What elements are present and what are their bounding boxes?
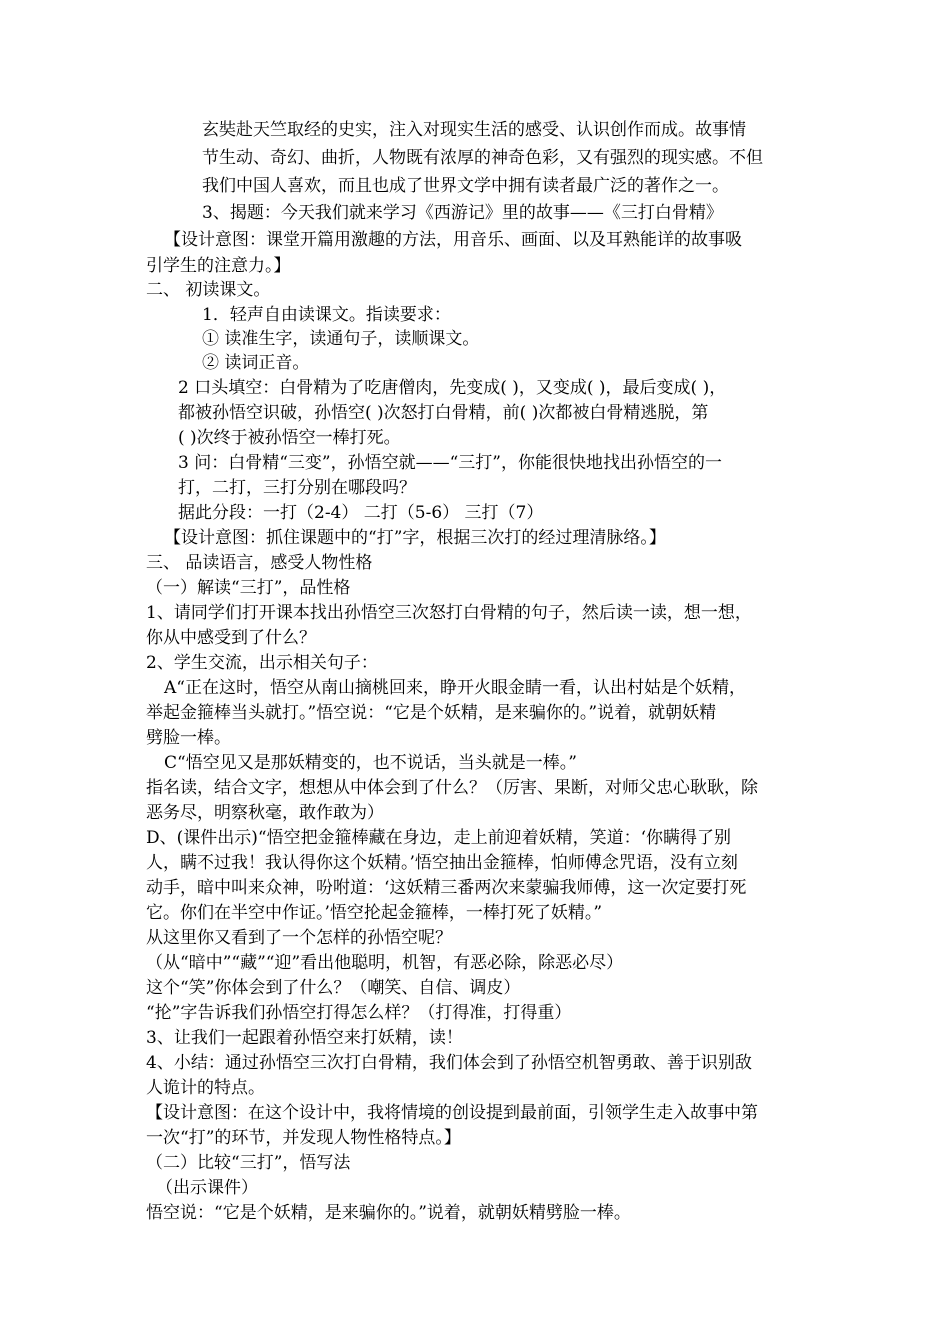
subsection-heading: （一）解读“三打”，品性格 [146,578,351,598]
section-heading: 二、 初读课文。 [146,280,271,300]
design-intent-note: 【设计意图：在这个设计中，我将情境的创设提到最前面，引领学生走入故事中第 [146,1103,758,1123]
paragraph-line: 这个“笑”你体会到了什么？（嘲笑、自信、调皮） [146,978,521,998]
design-intent-note: 【设计意图：抓住课题中的“打”字，根据三次打的经过理清脉络。】 [164,528,666,548]
paragraph-line: 3、揭题：今天我们就来学习《西游记》里的故事——《三打白骨精》 [202,203,723,223]
quote-line: C“悟空见又是那妖精变的，也不说话，当头就是一棒。” [164,753,577,773]
paragraph-line: 你从中感受到了什么？ [146,628,316,648]
paragraph-line: 打，二打，三打分别在哪段吗？ [178,478,416,498]
quote-line: 它。你们在半空中作证。’悟空抡起金箍棒，一棒打死了妖精。” [146,903,603,923]
list-item: 1．轻声自由读课文。指读要求： [202,305,451,325]
quote-line: 悟空说：“它是个妖精，是来骗你的。”说着，就朝妖精劈脸一棒。 [146,1203,631,1223]
paragraph-line: 据此分段：一打（2-4） 二打（5-6） 三打（7） [178,503,544,523]
paragraph-line: 恶务尽，明察秋毫，敢作敢为） [146,803,384,823]
section-heading: 三、 品读语言，感受人物性格 [146,553,373,573]
paragraph-line: 都被孙悟空识破，孙悟空( )次怒打白骨精，前( )次都被白骨精逃脱，第 [178,403,709,423]
paragraph-line: 3 问：白骨精“三变”，孙悟空就——“三打”，你能很快地找出孙悟空的一 [178,453,722,473]
paragraph-line: 我们中国人喜欢，而且也成了世界文学中拥有读者最广泛的著作之一。 [202,176,729,196]
design-intent-note: 引学生的注意力。】 [146,256,291,276]
paragraph-line: 1、请同学们打开课本找出孙悟空三次怒打白骨精的句子，然后读一读，想一想， [146,603,752,623]
paragraph-line: 从这里你又看到了一个怎样的孙悟空呢？ [146,928,452,948]
paragraph-line: ( )次终于被孙悟空一棒打死。 [178,428,401,448]
quote-line: 举起金箍棒当头就打。”悟空说：“它是个妖精，是来骗你的。”说着，就朝妖精 [146,703,717,723]
paragraph-line: 节生动、奇幻、曲折，人物既有浓厚的神奇色彩，又有强烈的现实感。不但 [202,148,763,168]
quote-line: A“正在这时，悟空从南山摘桃回来，睁开火眼金睛一看，认出村姑是个妖精， [164,678,746,698]
paragraph-line: 人诡计的特点。 [146,1078,265,1098]
subsection-heading: （二）比较“三打”，悟写法 [146,1153,351,1173]
quote-line: 劈脸一棒。 [146,728,231,748]
paragraph-line: 2、学生交流，出示相关句子： [146,653,378,673]
design-intent-note: 【设计意图：课堂开篇用激趣的方法，用音乐、画面、以及耳熟能详的故事吸 [164,230,742,250]
list-item: ① 读准生字，读通句子，读顺课文。 [202,329,480,349]
paragraph-line: 玄奘赴天竺取经的史实，注入对现实生活的感受、认识创作而成。故事情 [202,120,746,140]
quote-line: 人，瞒不过我！我认得你这个妖精。’悟空抽出金箍棒，怕师傅念咒语，没有立刻 [146,853,738,873]
paragraph-line: 3、让我们一起跟着孙悟空来打妖精，读！ [146,1028,463,1048]
paragraph-line: 4、小结：通过孙悟空三次打白骨精，我们体会到了孙悟空机智勇敢、善于识别敌 [146,1053,752,1073]
paragraph-line: “抡”字告诉我们孙悟空打得怎么样？（打得准，打得重） [146,1003,572,1023]
quote-line: D、(课件出示)“悟空把金箍棒藏在身边，走上前迎着妖精，笑道：‘你瞒得了别 [146,828,731,848]
paragraph-line: （出示课件） [156,1178,258,1198]
paragraph-line: 指名读，结合文字，想想从中体会到了什么？（厉害、果断，对师父忠心耿耿，除 [146,778,758,798]
paragraph-line: 2 口头填空：白骨精为了吃唐僧肉，先变成( )，又变成( )，最后变成( )， [178,378,727,398]
quote-line: 动手，暗中叫来众神，吩咐道：‘这妖精三番两次来蒙骗我师傅，这一次定要打死 [146,878,747,898]
design-intent-note: 一次“打”的环节，并发现人物性格特点。】 [146,1128,461,1148]
list-item: ② 读词正音。 [202,353,310,373]
paragraph-line: （从“暗中”“藏”“迎”看出他聪明，机智，有恶必除，除恶必尽） [146,953,624,973]
